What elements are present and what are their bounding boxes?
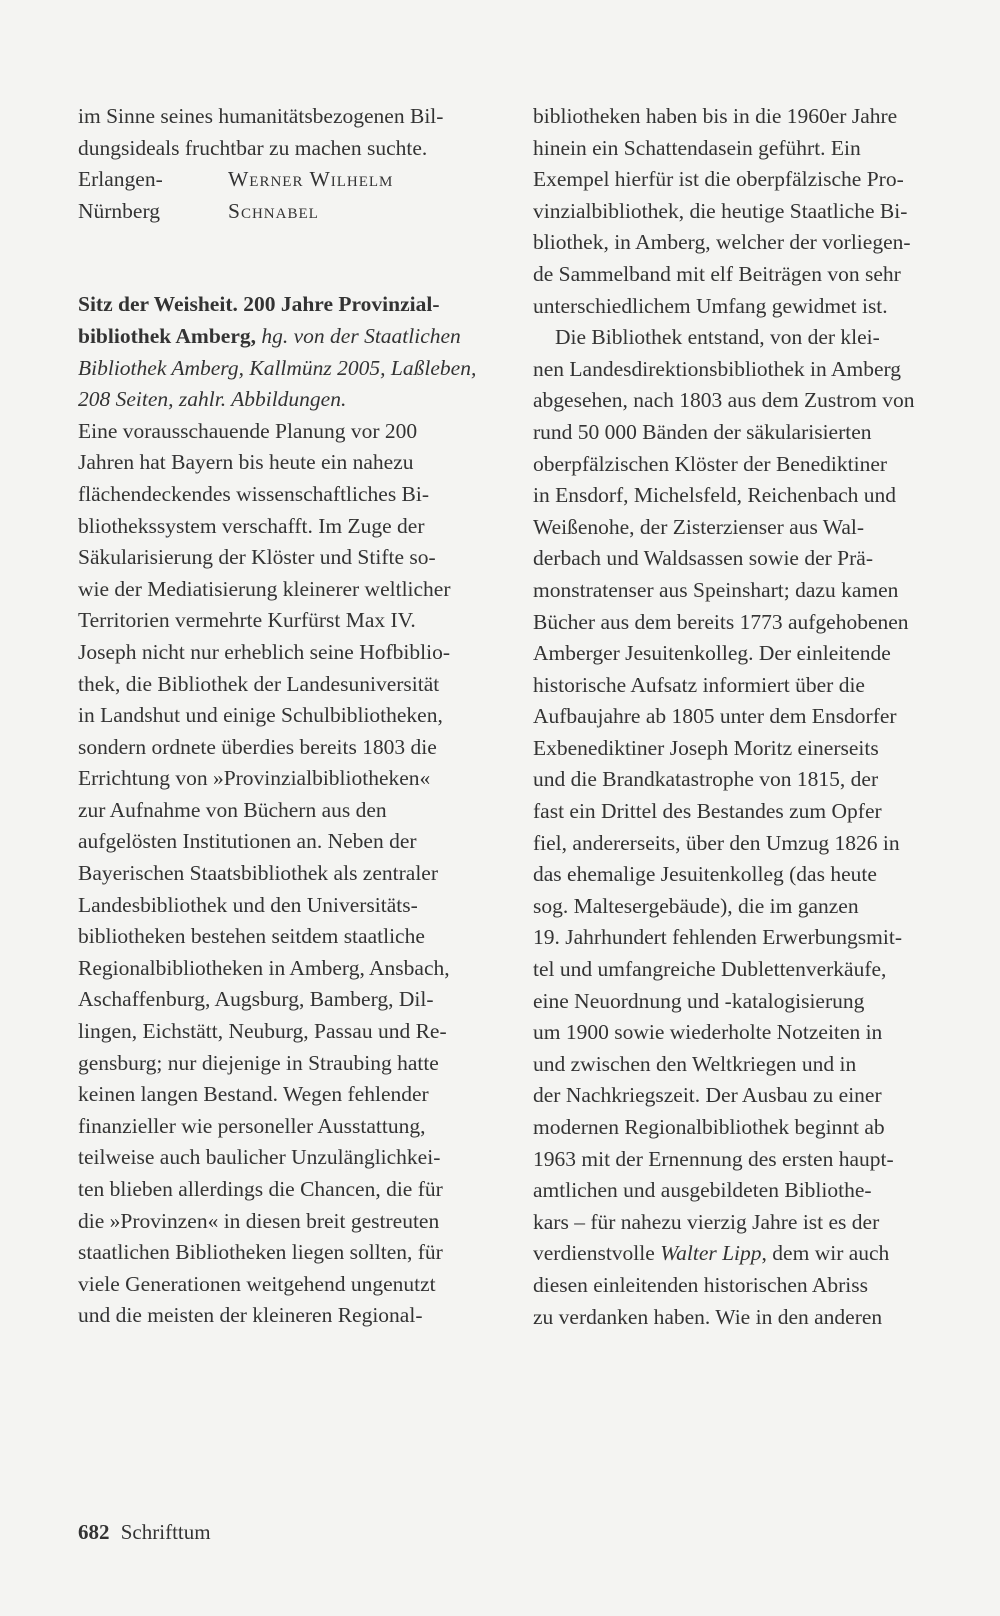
text-line: eine Neuordnung und -katalogisierung: [533, 988, 865, 1013]
text-line: bibliotheken haben bis in die 1960er Jahre: [533, 104, 898, 128]
text-line: amtlichen und ausgebildeten Bibliothe-: [533, 1178, 872, 1203]
review-title-italic: hg. von der Staatlichen: [256, 323, 461, 348]
signature-place-1: Erlangen-: [78, 167, 163, 192]
text-line: sog. Maltesergebäude), die im ganzen: [533, 893, 859, 918]
text-line: Die Bibliothek entstand, von der klei-: [555, 325, 880, 350]
text-line: und die meisten der kleineren Regional-: [78, 1303, 423, 1328]
text-line: gensburg; nur diejenige in Straubing hatte: [78, 1050, 439, 1075]
text-line: nen Landesdirektionsbibliothek in Amberg: [533, 356, 902, 381]
text-line: Aschaffenburg, Augsburg, Bamberg, Dil-: [78, 987, 434, 1012]
text-line: Exbenediktiner Joseph Moritz einerseits: [533, 735, 879, 760]
review-title-line-2: [78, 321, 508, 353]
text-line: Landesbibliothek und den Universitäts-: [78, 892, 418, 917]
lipp-name: Walter Lipp: [660, 1241, 762, 1266]
text-line: historische Aufsatz informiert über die: [533, 672, 865, 697]
lipp-post: , dem wir auch: [761, 1241, 890, 1266]
signature-name-2: Schnabel: [228, 198, 319, 223]
text-line: Territorien vermehrte Kurfürst Max IV.: [78, 608, 416, 633]
signature-row-1: [78, 164, 508, 196]
text-line: diesen einleitenden historischen Abriss: [533, 1272, 868, 1297]
text-line: lingen, Eichstätt, Neuburg, Passau und Re-: [78, 1019, 447, 1044]
text-line: fiel, andererseits, über den Umzug 1826 in: [533, 830, 900, 855]
text-line: bliothekssystem verschafft. Im Zuge der: [78, 513, 425, 538]
review-title-line-1: Sitz der Weisheit. 200 Jahre Provinzial-: [78, 292, 440, 317]
text-line: finanzieller wie personeller Ausstattung,: [78, 1113, 426, 1138]
text-line: Joseph nicht nur erheblich seine Hofbiblio-: [78, 639, 450, 664]
text-line: bibliotheken bestehen seitdem staatliche: [78, 924, 425, 949]
text-line: Regionalbibliotheken in Amberg, Ansbach,: [78, 955, 450, 980]
right-line-lipp: [533, 1238, 963, 1270]
text-line: hinein ein Schattendasein geführt. Ein: [533, 135, 861, 160]
text-line: vinzialbibliothek, die heutige Staatliche Bi-: [533, 198, 908, 223]
text-line: keinen langen Bestand. Wegen fehlender: [78, 1082, 429, 1107]
text-line: wie der Mediatisierung kleinerer weltlicher: [78, 576, 451, 601]
left-column: [78, 101, 508, 1332]
text-line: Säkularisierung der Klöster und Stifte so-: [78, 545, 436, 570]
text-line: abgesehen, nach 1803 aus dem Zustrom von: [533, 388, 915, 413]
text-line: der Nachkriegszeit. Der Ausbau zu einer: [533, 1083, 882, 1108]
text-line: staatlichen Bibliotheken liegen sollten, für: [78, 1240, 443, 1265]
review-paragraph-tail: [533, 1270, 963, 1333]
text-line: monstratenser aus Speinshart; dazu kamen: [533, 577, 899, 602]
text-line: aufgelösten Institutionen an. Neben der: [78, 829, 417, 854]
text-line: 1963 mit der Ernennung des ersten haupt-: [533, 1146, 894, 1171]
text-line: Jahren hat Bayern bis heute ein nahezu: [78, 450, 414, 475]
text-line: bliothek, in Amberg, welcher der vorliegen-: [533, 230, 911, 255]
text-line: um 1900 sowie wiederholte Notzeiten in: [533, 1020, 883, 1045]
text-line: viele Generationen weitgehend ungenutzt: [78, 1271, 436, 1296]
text-line: derbach und Waldsassen sowie der Prä-: [533, 546, 873, 571]
text-line: thek, die Bibliothek der Landesuniversität: [78, 671, 440, 696]
text-line: Exempel hierfür ist die oberpfälzische Pro-: [533, 167, 904, 192]
text-line: Bayerischen Staatsbibliothek als zentraler: [78, 861, 438, 886]
text-line: Amberger Jesuitenkolleg. Der einleitende: [533, 641, 891, 666]
text-line: de Sammelband mit elf Beiträgen von sehr: [533, 261, 901, 286]
signature-place-2: Nürnberg: [78, 198, 161, 223]
text-line: Aufbaujahre ab 1805 unter dem Ensdorfer: [533, 704, 897, 729]
text-line: im Sinne seines humanitätsbezogenen Bil-: [78, 104, 444, 128]
lipp-pre: verdienstvolle: [533, 1241, 661, 1266]
signature-row-2: [78, 196, 508, 228]
section-gap: [78, 227, 508, 289]
right-column: [533, 101, 963, 1333]
text-line: Weißenohe, der Zisterzienser aus Wal-: [533, 514, 865, 539]
review-paragraph-2: [533, 322, 963, 1207]
text-line: ten blieben allerdings die Chancen, die für: [78, 1177, 443, 1201]
page-number: 682: [78, 1520, 110, 1544]
section-name: Schrifttum: [120, 1520, 211, 1544]
text-line: 208 Seiten, zahlr. Abbildungen.: [78, 387, 347, 412]
text-line: in Ensdorf, Michelsfeld, Reichenbach und: [533, 483, 897, 508]
text-line: Bibliothek Amberg, Kallmünz 2005, Laßleben,: [78, 355, 477, 380]
text-line: flächendeckendes wissenschaftliches Bi-: [78, 481, 430, 506]
text-line: 19. Jahrhundert fehlenden Erwerbungsmit-: [533, 925, 902, 950]
text-line: teilweise auch baulicher Unzulänglichkei-: [78, 1145, 441, 1170]
text-line: in Landshut und einige Schulbibliotheken,: [78, 703, 443, 728]
text-line: Eine vorausschauende Planung vor 200: [78, 418, 418, 443]
review-body-left: [78, 416, 508, 1332]
review-paragraph-1: [533, 101, 963, 322]
text-line: die »Provinzen« in diesen breit gestreuten: [78, 1208, 440, 1233]
right-line-kars: kars – für nahezu vierzig Jahre ist es der: [533, 1209, 880, 1234]
text-line: sondern ordnete überdies bereits 1803 die: [78, 734, 437, 759]
page-footer: [78, 1520, 211, 1545]
text-line: fast ein Drittel des Bestandes zum Opfer: [533, 799, 882, 824]
review-meta: [78, 353, 508, 416]
text-line: und zwischen den Weltkriegen und in: [533, 1051, 857, 1076]
text-line: zu verdanken haben. Wie in den anderen: [533, 1304, 883, 1329]
text-line: tel und umfangreiche Dublettenverkäufe,: [533, 957, 887, 982]
text-line: und die Brandkatastrophe von 1815, der: [533, 767, 879, 792]
text-line: Errichtung von »Provinzialbibliotheken«: [78, 766, 431, 791]
intro-paragraph: [78, 101, 508, 164]
text-line: modernen Regionalbibliothek beginnt ab: [533, 1115, 885, 1139]
text-line: unterschiedlichem Umfang gewidmet ist.: [533, 293, 888, 318]
signature-name-1: Werner Wilhelm: [228, 167, 394, 192]
text-line: das ehemalige Jesuitenkolleg (das heute: [533, 862, 877, 887]
text-line: zur Aufnahme von Büchern aus den: [78, 797, 387, 822]
review-title-bold: bibliothek Amberg,: [78, 323, 256, 348]
text-line: Bücher aus dem bereits 1773 aufgehobenen: [533, 609, 909, 634]
text-line: dungsideals fruchtbar zu machen suchte.: [78, 135, 428, 160]
text-line: oberpfälzischen Klöster der Benediktiner: [533, 451, 888, 476]
text-line: rund 50 000 Bänden der säkularisierten: [533, 419, 872, 444]
